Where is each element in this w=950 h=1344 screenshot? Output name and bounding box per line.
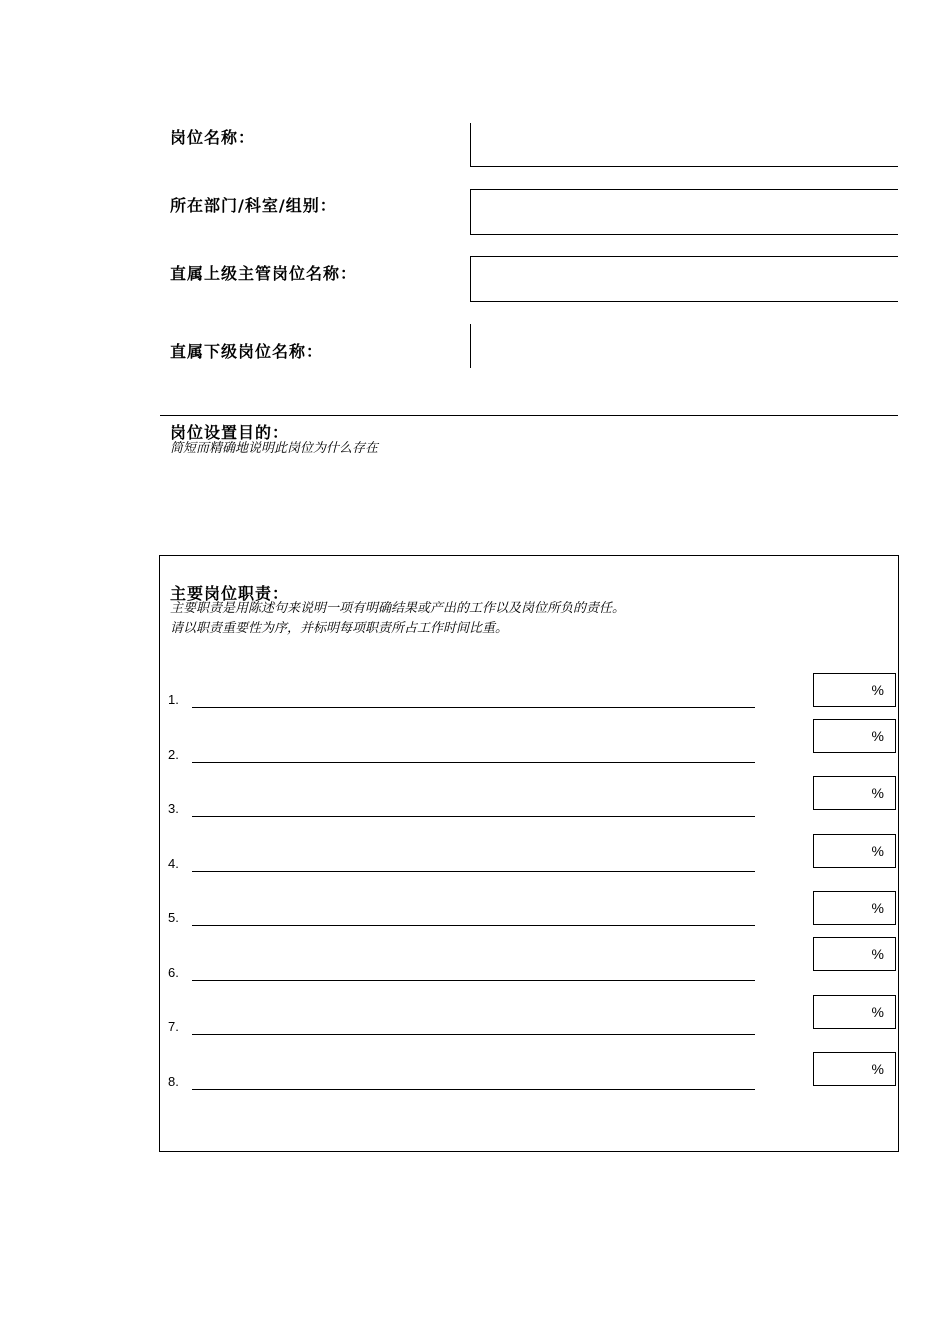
duty-line[interactable]	[192, 816, 755, 817]
duty-number: 4.	[168, 856, 179, 871]
duty-percent-box[interactable]: %	[813, 937, 896, 971]
duty-percent-box[interactable]: %	[813, 995, 896, 1029]
duty-number: 5.	[168, 910, 179, 925]
duties-heading: 主要岗位职责：	[170, 584, 290, 603]
duties-note-line2: 请以职责重要性为序，并标明每项职责所占工作时间比重。	[170, 621, 509, 636]
duty-number: 7.	[168, 1019, 179, 1034]
department-label: 所在部门/科室/组别：	[170, 196, 337, 215]
purpose-heading: 岗位设置目的：	[170, 423, 290, 442]
duty-number: 8.	[168, 1074, 179, 1089]
purpose-note: 简短而精确地说明此岗位为什么存在	[170, 441, 379, 456]
department-field[interactable]	[470, 189, 898, 235]
subordinates-label: 直属下级岗位名称：	[170, 342, 324, 361]
duty-line[interactable]	[192, 1089, 755, 1090]
duty-percent-box[interactable]: %	[813, 719, 896, 753]
supervisor-label: 直属上级主管岗位名称：	[170, 264, 358, 283]
supervisor-field[interactable]	[470, 256, 898, 302]
duty-number: 3.	[168, 801, 179, 816]
duty-line[interactable]	[192, 980, 755, 981]
duties-note-line1: 主要职责是用陈述句来说明一项有明确结果或产出的工作以及岗位所负的责任。	[170, 601, 626, 616]
duty-line[interactable]	[192, 1034, 755, 1035]
position-name-field[interactable]	[470, 123, 898, 167]
duty-number: 1.	[168, 692, 179, 707]
duty-number: 2.	[168, 747, 179, 762]
duty-number: 6.	[168, 965, 179, 980]
duty-percent-box[interactable]: %	[813, 891, 896, 925]
duty-percent-box[interactable]: %	[813, 776, 896, 810]
duty-line[interactable]	[192, 871, 755, 872]
position-name-label: 岗位名称：	[170, 128, 256, 147]
duties-box	[159, 555, 899, 1152]
duty-percent-box[interactable]: %	[813, 1052, 896, 1086]
purpose-divider	[160, 415, 898, 416]
duty-percent-box[interactable]: %	[813, 673, 896, 707]
duty-percent-box[interactable]: %	[813, 834, 896, 868]
duty-line[interactable]	[192, 762, 755, 763]
duty-line[interactable]	[192, 925, 755, 926]
duty-line[interactable]	[192, 707, 755, 708]
subordinates-field[interactable]	[470, 324, 898, 368]
